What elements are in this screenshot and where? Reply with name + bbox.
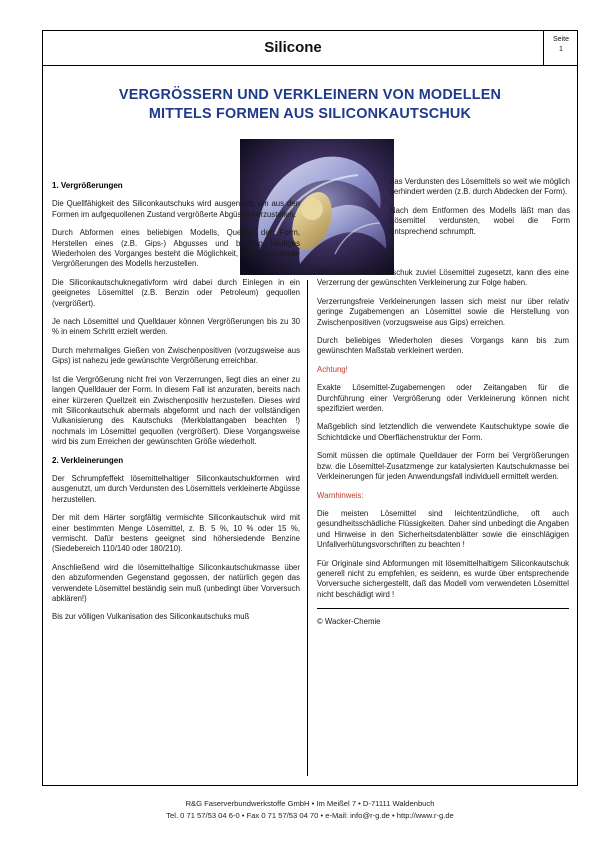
paragraph: Je nach Lösemittel und Quelldauer können Vergrößerungen bis zu 30 % in einem Schritt erzielt werden. xyxy=(52,317,300,337)
paragraph: Die Quellfähigkeit des Siliconkautschuks wird ausgenutzt, um aus den Formen im aufgequollenen Zustand vergrößerte Abgüsse herzustellen. xyxy=(52,199,300,219)
paragraph: Anschließend wird die lösemittelhaltige Siliconkautschukmasse über den abzuformenden Gegenstand gegossen, der natürlich gegen das verwendete Lösemittel beständig sein muß (unbedingt über Vorversuch abklären!) xyxy=(52,562,300,603)
main-title xyxy=(42,86,578,124)
paragraph: Durch Abformen eines beliebigen Modells, Quellen der Form, Herstellen eines (z.B. Gips-) Abgusses und beliebig häufiges Wiederholen des Vorganges besteht die Möglichkeit, dreidimensionale Vergrößerungen des Modells herzustellen. xyxy=(52,228,300,269)
paragraph: Der mit dem Härter sorgfältig vermischte Siliconkautschuk wird mit einer bestimmten Menge Lösemittel, z. B. 5 %, 10 % oder 15 %, vermischt. Dafür bestens geeignet sind höhersiedende Benzine (Siedebereich 110/140 oder 180/210). xyxy=(52,513,300,554)
paragraph: Ist die Vergrößerung nicht frei von Verzerrungen, liegt dies an einer zu langen Quelldauer der Form. In diesem Fall ist anzuraten, bereits nach einer kürzeren Quellzeit ein Zwischenpositiv herzustellen. Dieses wird mit Siliconkautschuk abermals abgeformt und nach der vollständigen Vulkanisierung des Kautschuks (Merkblattangaben beachten !) nochmals im Lösemittel gequollen (vergrößert). Diese Vorgangsweise wird bis zum Erreichen der gewünschten Größe wiederholt. xyxy=(52,374,300,447)
copyright-note: © Wacker-Chemie xyxy=(317,617,381,627)
paragraph: Exakte Lösemittel-Zugabemengen oder Zeitangaben für die Durchführung einer Vergrößerung oder Verkleinerung können nicht spezifiziert werden. xyxy=(317,383,569,414)
paragraph: Der Schrumpfeffekt lösemittelhaltiger Siliconkautschukformen wird ausgenutzt, um durch Verdunsten des Lösemittels verkleinerte Abgüsse herzustellen. xyxy=(52,473,300,504)
attention-heading: Achtung! xyxy=(317,364,348,374)
page-number: 1 xyxy=(559,46,563,53)
paragraph: Durch beliebiges Wiederholen dieses Vorgangs kann bis zum gewünschten Maßstab verkleinert werden. xyxy=(317,336,569,356)
paragraph: Durch mehrmaliges Gießen von Zwischenpositiven (vorzugsweise aus Gips) ist nahezu jede gewünschte Vergrößerung erreichbar. xyxy=(52,345,300,366)
page-label: Seite xyxy=(553,36,569,43)
right-column-top xyxy=(390,177,570,245)
main-title-line-2: MITTELS FORMEN AUS SILICONKAUTSCHUK xyxy=(148,106,472,122)
footer-address: R&G Faserverbundwerkstoffe GmbH • Im Meißel 7 • D-71111 Waldenbuch xyxy=(185,799,435,808)
paragraph: Maßgeblich sind letztendlich die verwendete Kautschuktype sowie die Schichtdicke und Oberflächenstruktur der Form. xyxy=(317,422,569,442)
paragraph: Nach dem Entformen des Modells läßt man das Lösemittel verdunsten, wobei die Form entsprechend schrumpft. xyxy=(390,205,570,236)
paragraph: Somit müssen die optimale Quelldauer der Form bei Vergrößerungen bzw. die Lösemittel-Zusatzmenge zur katalysierten Kautschukmasse bei Verkleinerungen für jeden Anwendungsfall individuell ermittelt werden. xyxy=(317,451,569,482)
paragraph: das Verdunsten des Lösemittels so weit wie möglich verhindert werden (z.B. durch Abdecken der Form). xyxy=(390,177,570,197)
page-indicator xyxy=(544,35,578,55)
paragraph: Wird dem Siliconkautschuk zuviel Lösemittel zugesetzt, kann dies eine Verzerrung der gewünschten Verkleinerung zur Folge haben. xyxy=(317,268,569,288)
header-box xyxy=(42,30,578,66)
section-heading-reductions: 2. Verkleinerungen xyxy=(52,455,124,465)
paragraph: Bis zur völligen Vulkanisation des Siliconkautschuks muß xyxy=(52,612,250,622)
paragraph: Die Siliconkautschuknegativform wird dabei durch Einlegen in ein geeignetes Lösemittel (z.B. Benzin oder Petroleum) gequollen (vergrößert). xyxy=(52,277,300,308)
footer xyxy=(42,798,578,822)
paragraph: Die meisten Lösemittel sind leichtentzündliche, oft auch gesundheitsschädliche Flüssigkeiten. Daher sind unbedingt die Angaben und Hinweise in den Sicherheitsdatenblätter sowie die einschlägigen Unfallverhütungsvorschriften zu beachten ! xyxy=(317,508,569,550)
footer-contact: Tel. 0 71 57/53 04 6-0 • Fax 0 71 57/53 04 70 • e-Mail: info@r-g.de • http://www.r-g.de xyxy=(166,811,454,820)
column-divider xyxy=(307,280,308,776)
paragraph: Für Originale sind Abformungen mit lösemittelhaltigem Siliconkautschuk generell nicht zu empfehlen, es seidenn, es wurde über entsprechende Vorversuche sichergestellt, daß das Modell vom verwendeten Lösemittel nicht beschädigt wird ! xyxy=(317,558,569,599)
paragraph: Verzerrungsfreie Verkleinerungen lassen sich meist nur über relativ geringe Zugabemengen an Lösemittel sowie die Herstellung von Zwischenpositiven (vorzugsweise aus Gips) erreichen. xyxy=(317,296,569,327)
right-column xyxy=(317,268,569,636)
left-column xyxy=(52,181,300,631)
warning-heading: Warnhinweis: xyxy=(317,490,364,500)
document-title: Silicone xyxy=(264,39,322,56)
section-heading-enlargements: 1. Vergrößerungen xyxy=(52,181,123,190)
separator-line xyxy=(317,608,569,609)
main-title-line-1: VERGRÖSSERN UND VERKLEINERN VON MODELLEN xyxy=(118,87,502,103)
